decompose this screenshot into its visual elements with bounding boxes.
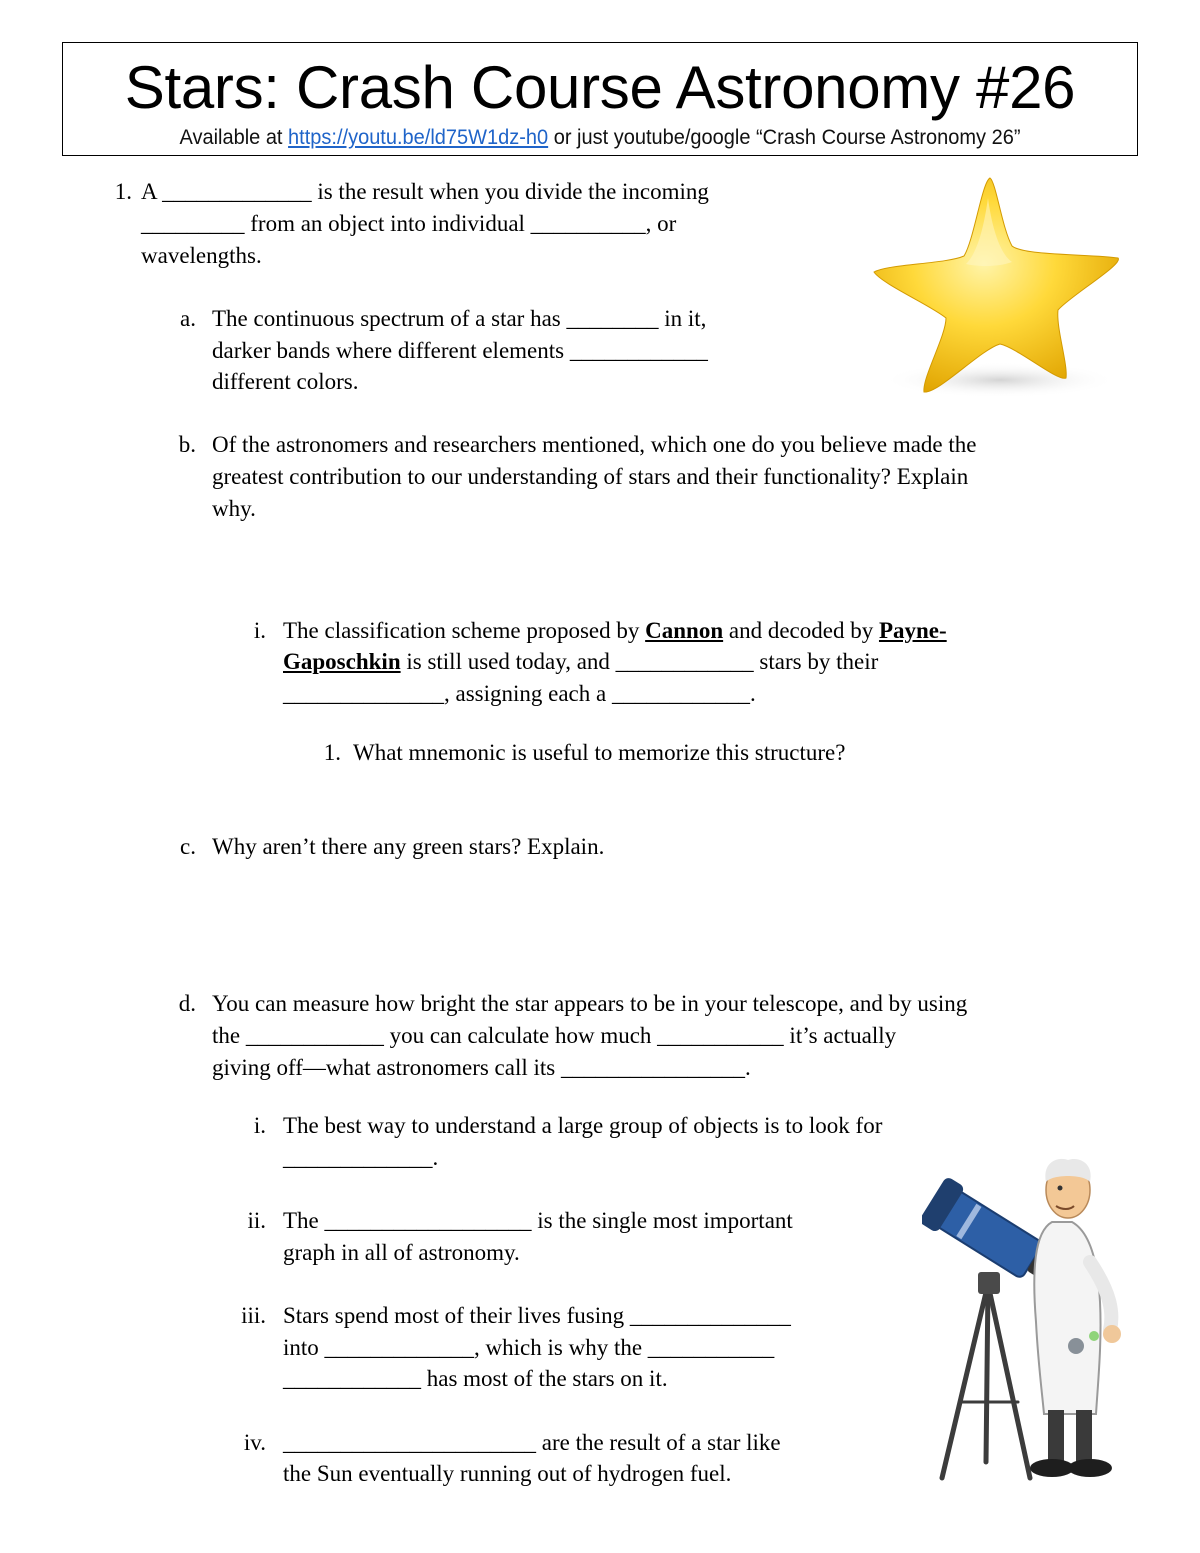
test-tube bbox=[1089, 1331, 1099, 1341]
qdiv-line-2: the Sun eventually running out of hydrogen fuel. bbox=[283, 1461, 732, 1486]
qb-line-1: Of the astronomers and researchers mentioned, which one do you believe made the bbox=[212, 432, 977, 457]
qdii-label: ii. bbox=[247, 1208, 266, 1233]
qa-line-2: darker bands where different elements ____________ bbox=[212, 338, 708, 363]
qbi-line-1 bbox=[283, 615, 947, 647]
qd-label: d. bbox=[178, 991, 196, 1016]
star-shape bbox=[874, 178, 1118, 392]
qc-label: c. bbox=[180, 834, 196, 859]
qbi1-label: 1. bbox=[323, 740, 341, 765]
left-leg bbox=[1048, 1410, 1064, 1462]
qb-line-2: greatest contribution to our understanding of stars and their functionality? Explain bbox=[212, 464, 969, 489]
tripod-head bbox=[978, 1272, 1000, 1294]
hand bbox=[1103, 1325, 1121, 1343]
star-illustration bbox=[862, 168, 1134, 418]
qd-line-1: You can measure how bright the star appears to be in your telescope, and by using bbox=[212, 991, 968, 1016]
qbi-label: i. bbox=[253, 618, 266, 643]
coat-stain bbox=[1068, 1338, 1084, 1354]
qdiii-line-2: into _____________, which is why the ___________ bbox=[283, 1335, 775, 1360]
qdiii-line-3: ____________ has most of the stars on it. bbox=[283, 1366, 668, 1391]
page-title: Stars: Crash Course Astronomy #26 bbox=[124, 54, 1076, 121]
qdiii-line-1: Stars spend most of their lives fusing ______________ bbox=[283, 1303, 791, 1328]
left-shoe bbox=[1030, 1459, 1074, 1477]
qdi-line-1: The best way to understand a large group of objects is to look for bbox=[283, 1113, 883, 1138]
qdi-label: i. bbox=[253, 1113, 266, 1138]
qbi1-text: What mnemonic is useful to memorize this structure? bbox=[353, 740, 846, 765]
qbi-line1-a: The classification scheme proposed by bbox=[283, 618, 646, 643]
available-suffix: or just youtube/google “Crash Course Astronomy 26” bbox=[548, 125, 1021, 149]
qd-line-3: giving off—what astronomers call its ________________. bbox=[212, 1055, 751, 1080]
qa-line-3: different colors. bbox=[212, 369, 359, 394]
qbi-line2-b: is still used today, and ____________ stars by their bbox=[400, 649, 879, 674]
tripod bbox=[942, 1284, 1030, 1478]
title-box bbox=[62, 42, 1138, 156]
qd-line-2: the ____________ you can calculate how much ___________ it’s actually bbox=[212, 1023, 897, 1048]
scientist-telescope-illustration bbox=[922, 1152, 1132, 1492]
cannon-name: Cannon bbox=[645, 618, 724, 643]
qb-line-3: why. bbox=[212, 496, 256, 521]
qdii-line-2: graph in all of astronomy. bbox=[283, 1240, 520, 1265]
qc-text: Why aren’t there any green stars? Explain. bbox=[212, 834, 605, 859]
qa-line-1: The continuous spectrum of a star has ________ in it, bbox=[212, 306, 707, 331]
lab-coat bbox=[1034, 1222, 1100, 1414]
star-reflection bbox=[882, 362, 1118, 398]
right-leg bbox=[1076, 1410, 1092, 1462]
qdiv-line-1: ______________________ are the result of a star like bbox=[283, 1430, 781, 1455]
qa-label: a. bbox=[180, 306, 196, 331]
qdi-line-2: _____________. bbox=[283, 1145, 439, 1170]
q1-line-3: wavelengths. bbox=[141, 243, 262, 268]
right-shoe bbox=[1068, 1459, 1112, 1477]
qdiv-label: iv. bbox=[243, 1430, 266, 1455]
availability-line bbox=[101, 124, 1100, 150]
qbi-line-3: ______________, assigning each a ____________. bbox=[283, 681, 756, 706]
qdiii-label: iii. bbox=[241, 1303, 266, 1328]
payne-name-part2: Gaposchkin bbox=[283, 649, 401, 674]
available-prefix: Available at bbox=[179, 125, 289, 149]
video-link[interactable]: https://youtu.be/ld75W1dz-h0 bbox=[288, 125, 549, 149]
qbi-line-2 bbox=[283, 646, 878, 678]
qdii-line-1: The __________________ is the single most important bbox=[283, 1208, 793, 1233]
qb-label: b. bbox=[178, 432, 196, 457]
payne-name-part1: Payne- bbox=[878, 618, 947, 643]
qbi-line1-b: and decoded by bbox=[723, 618, 879, 643]
eye bbox=[1058, 1186, 1063, 1191]
q1-label: 1. bbox=[114, 179, 132, 204]
q1-line-1: A _____________ is the result when you divide the incoming bbox=[141, 179, 709, 204]
q1-line-2: _________ from an object into individual __________, or bbox=[141, 211, 677, 236]
